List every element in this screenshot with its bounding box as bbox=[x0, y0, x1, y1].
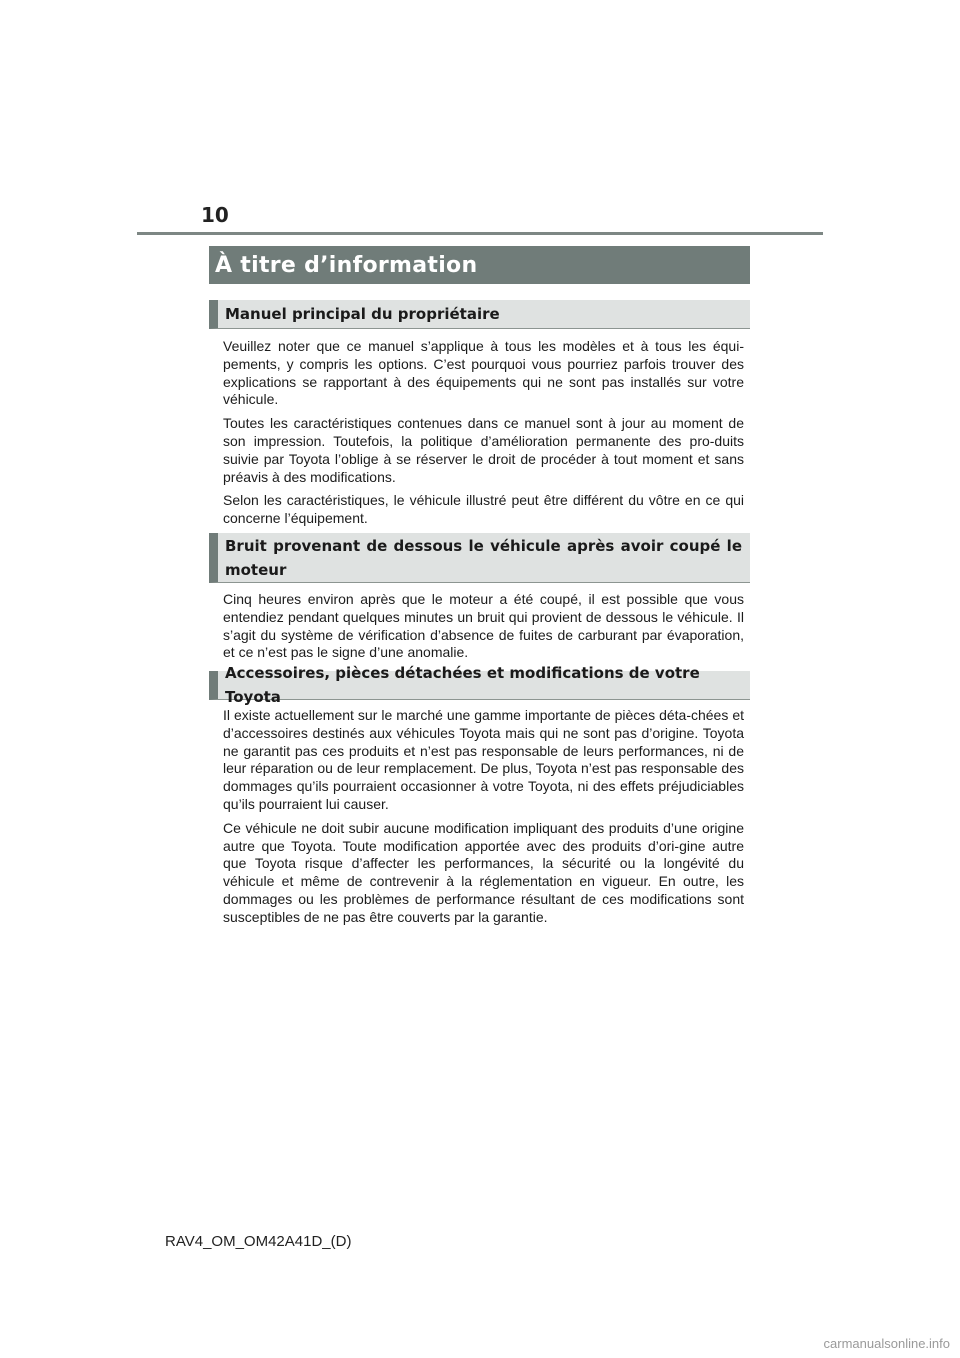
section-header-noise bbox=[209, 533, 750, 583]
paragraph: Ce véhicule ne doit subir aucune modification impliquant des produits d’une origine autre que Toyota. Toute modification apportée avec des produits d’ori-gine autre que Toyota risque d’affecter les performances, la sécurité ou la longévité du véhicule et même de contrevenir à la réglementation en vigueur. En outre, les dommages ou les problèmes de performance résultant de ces modifications sont susceptibles de ne pas être couverts par la garantie. bbox=[223, 819, 744, 925]
section-header-accessories bbox=[209, 664, 750, 706]
chapter-title: À titre d’information bbox=[215, 252, 478, 278]
section-title: Accessoires, pièces détachées et modifications de votre Toyota bbox=[225, 664, 700, 706]
section-title: Manuel principal du propriétaire bbox=[225, 305, 500, 323]
paragraph: Selon les caractéristiques, le véhicule illustré peut être différent du vôtre en ce qui concerne l’équipement. bbox=[223, 492, 744, 527]
page-number: 10 bbox=[201, 203, 229, 227]
paragraph: Veuillez noter que ce manuel s’applique à tous les modèles et à tous les équi-pements, y compris les options. C’est pourquoi vous pourriez parfois trouver des explications se rapportant à des équipements qui ne sont pas installés sur votre véhicule. bbox=[223, 338, 744, 408]
paragraph: Toutes les caractéristiques contenues dans ce manuel sont à jour au moment de son impression. Toutefois, la politique d’amélioration permanente des pro-duits suivie par Toyota l’oblige à se réserver le droit de procéder à tout moment et sans préavis à des modifications. bbox=[223, 415, 744, 485]
chapter-banner bbox=[209, 246, 750, 284]
section-header-owners-manual bbox=[209, 300, 750, 329]
paragraph: Cinq heures environ après que le moteur a été coupé, il est possible que vous entendiez pendant quelques minutes un bruit qui provient de dessous le véhicule. Il s’agit du système de vérification d’absence de fuites de carburant par évaporation, et ce n’est pas le signe d’une anomalie. bbox=[223, 591, 744, 661]
section-body-noise bbox=[223, 591, 744, 668]
section-title: Bruit provenant de dessous le véhicule après avoir coupé le moteur bbox=[225, 536, 742, 579]
header-rule bbox=[137, 232, 823, 235]
paragraph: Il existe actuellement sur le marché une gamme importante de pièces déta-chées et d’accessoires destinés aux véhicules Toyota mais qui ne sont pas d’origine. Toyota ne garantit pas ces produits et n’est pas responsable de leurs performances, ni de leur réparation ou de leur remplacement. De plus, Toyota n’est pas responsable des dommages qu’ils pourraient occasionner à votre Toyota, ni des effets préjudiciables qu’ils pourraient lui causer. bbox=[223, 707, 744, 812]
document-code: RAV4_OM_OM42A41D_(D) bbox=[165, 1233, 352, 1250]
section-body-accessories bbox=[223, 707, 744, 933]
watermark: carmanualsonline.info bbox=[823, 1336, 950, 1351]
section-body-owners-manual bbox=[223, 338, 744, 534]
